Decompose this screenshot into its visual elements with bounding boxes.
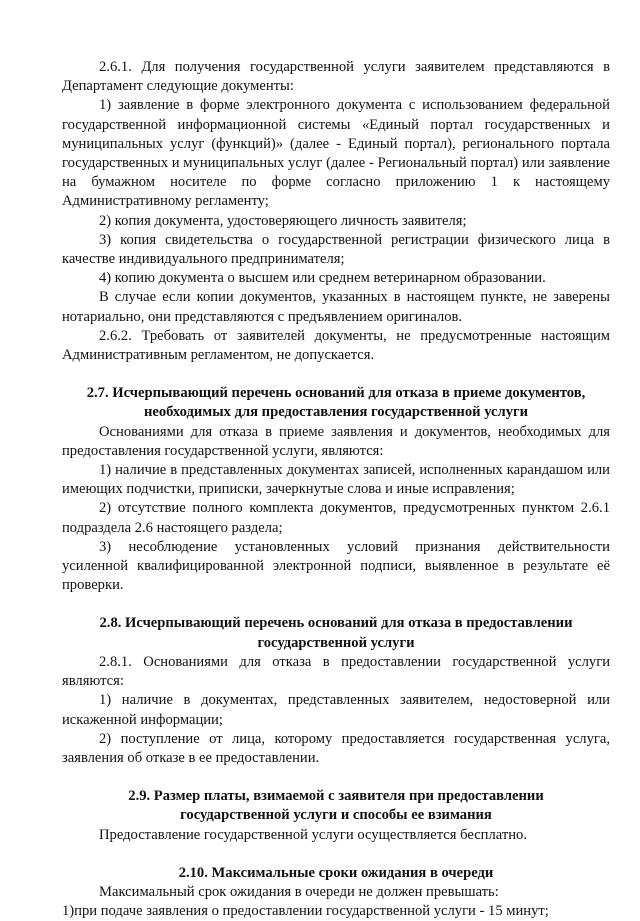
list-item: 1)при подаче заявления о предоставлении государственной услуги - 15 минут;	[62, 903, 549, 920]
list-item: 3) копия свидетельства о государственной регистрации физического лица в качестве индивидуального предпринимателя;	[62, 231, 610, 268]
list-item: 1) заявление в форме электронного документа с использованием федеральной государственной информационной системы «Единый портал государственных и муниципальных услуг (функций)» (далее - Единый портал), регионального портала государственных и муниципальных услуг (далее - Региональный портал) или заявление на бумажном носителе по форме согласно приложению 1 к настоящему Административному регламенту;	[62, 97, 610, 210]
section-heading-2-8: 2.8. Исчерпывающий перечень оснований для отказа в предоставлении государственной услуги	[99, 615, 573, 651]
paragraph-2-6-1: 2.6.1. Для получения государственной услуги заявителем представляются в Департамент следующие документы:	[62, 59, 610, 95]
section-heading-2-9: 2.9. Размер платы, взимаемой с заявителя при предоставлении государственной услуги и способы ее взимания	[128, 788, 544, 824]
document-body	[62, 58, 610, 921]
list-item: 2) поступление от лица, которому предоставляется государственная услуга, заявления об отказе в ее предоставлении.	[62, 730, 610, 766]
list-item: 1) наличие в документах, представленных заявителем, недостоверной или искаженной информации;	[62, 692, 610, 728]
paragraph-2-10: Максимальный срок ожидания в очереди не должен превышать:	[99, 883, 499, 900]
list-item: 3) несоблюдение установленных условий признания действительности усиленной квалифицированной электронной подписи, выявленное в результате её проверки.	[62, 538, 610, 594]
list-item: 4) копию документа о высшем или среднем ветеринарном образовании.	[99, 270, 546, 287]
list-item: 2) копия документа, удостоверяющего личность заявителя;	[99, 212, 467, 229]
paragraph-2-6-2: 2.6.2. Требовать от заявителей документы, не предусмотренные настоящим Административным регламентом, не допускается.	[62, 327, 610, 364]
paragraph-2-7: Основаниями для отказа в приеме заявления и документов, необходимых для предоставления государственной услуги, являются:	[62, 423, 610, 459]
paragraph-2-9: Предоставление государственной услуги осуществляется бесплатно.	[99, 826, 527, 843]
paragraph-2-8-1: 2.8.1. Основаниями для отказа в предоставлении государственной услуги являются:	[62, 653, 610, 690]
section-heading-2-10: 2.10. Максимальные сроки ожидания в очереди	[178, 864, 494, 881]
section-heading-2-7: 2.7. Исчерпывающий перечень оснований для отказа в приеме документов, необходимых для предоставления государственной услуги	[86, 385, 586, 421]
list-item: 2) отсутствие полного комплекта документов, предусмотренных пунктом 2.6.1 подраздела 2.6 настоящего раздела;	[62, 500, 610, 536]
paragraph-copies: В случае если копии документов, указанных в настоящем пункте, не заверены нотариально, они представляются с предъявлением оригиналов.	[62, 289, 610, 325]
list-item: 1) наличие в представленных документах записей, исполненных карандашом или имеющих подчистки, приписки, зачеркнутые слова и иные исправления;	[62, 462, 610, 498]
